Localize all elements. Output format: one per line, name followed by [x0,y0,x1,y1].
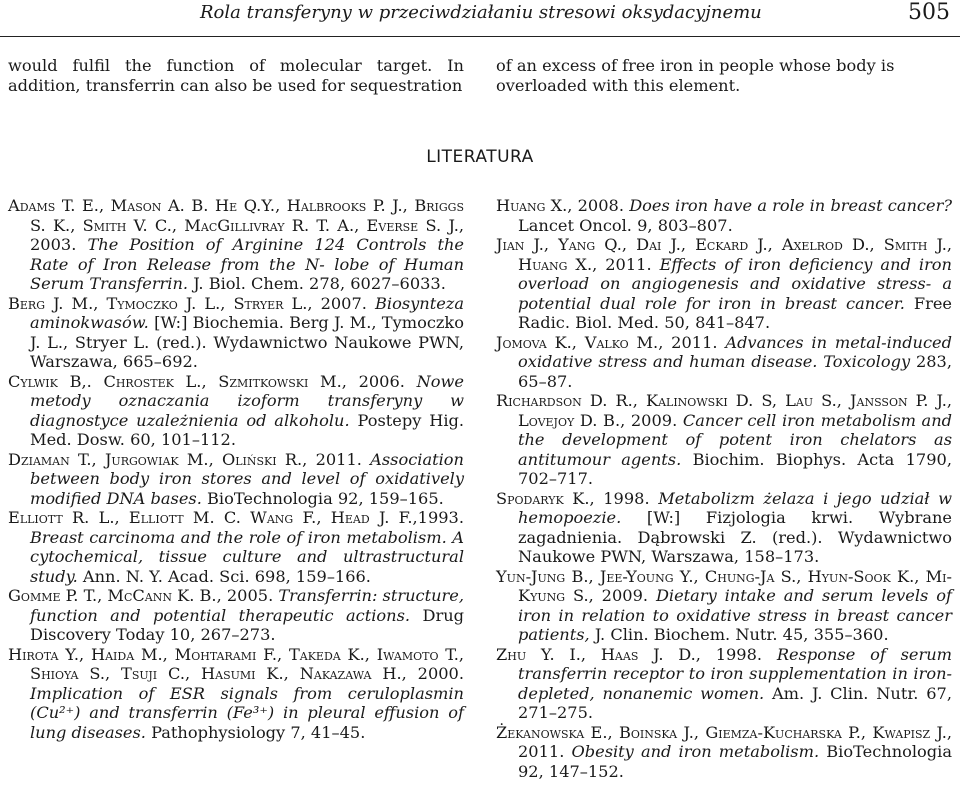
reference-title: Effects of iron deficiency and iron overload on angiogenesis and oxidative stress- a potential dual role for iron in breast cancer. [518,254,952,313]
reference-entry [8,372,464,450]
reference-authors: Berg J. M., Tymoczko J. L., Stryer L., 2007. [8,293,367,313]
reference-authors: Huang X., 2008. [496,196,624,215]
reference-entry [496,196,952,235]
reference-title: Association between body iron stores and level of oxidatively modified DNA bases. [30,449,464,508]
intro-paragraph-left: would fulfil the function of molecular target. In addition, transferrin can also be used for sequestration [8,56,464,95]
reference-source: BioTechnologia 92, 159–165. [207,488,444,508]
reference-source: J. Biol. Chem. 278, 6027–6033. [193,274,446,293]
reference-authors: Gomme P. T., McCann K. B., 2005. [8,586,274,605]
reference-title: Advances in metal-induced oxidative stress and human disease. Toxicology [518,332,952,371]
reference-title: Breast carcinoma and the role of iron metabolism. A cytochemical, tissue culture and ultrastructural study. [30,527,464,586]
reference-title: Metabolizm żelaza i jego udział w hemopoezie. [518,488,952,527]
reference-entry [8,586,464,645]
reference-entry [8,450,464,509]
reference-authors: Elliott R. L., Elliott M. C. Wang F., Head J. F.,1993. [8,508,464,527]
reference-source: [W:] Fizjologia krwi. Wybrane zagadnienia. Dąbrowski Z. (red.). Wydawnictwo Naukowe PWN, Warszawa, 158–173. [518,508,952,566]
reference-source: Free Radic. Biol. Med. 50, 841–847. [518,293,952,332]
reference-title: Obesity and iron metabolism. [571,742,820,761]
reference-authors: Jomova K., Valko M., 2011. [496,332,718,352]
reference-authors: Zhu Y. I., Haas J. D., 1998. [496,644,763,664]
reference-authors: Hirota Y., Haida M., Mohtarami F., Takeda K., Iwamoto T., Shioya S., Tsuji C., Hasumi K., Nakazawa H., 2000. [8,644,464,683]
reference-entry [8,196,464,294]
reference-title: Biosynteza aminokwasów. [30,293,464,332]
reference-entry [496,567,952,645]
reference-source: J. Clin. Biochem. Nutr. 45, 355–360. [594,625,889,644]
reference-entry [496,723,952,782]
reference-source: Biochim. Biophys. Acta 1790, 702–717. [518,449,952,488]
reference-authors: Cylwik B,. Chrostek L., Szmitkowski M., 2006. [8,371,405,391]
reference-title: Does iron have a role in breast cancer? [629,196,952,215]
reference-entry [496,333,952,392]
reference-title: Cancer cell iron metabolism and the development of potent iron chelators as antitumour agents. [518,410,952,469]
reference-entry [496,235,952,333]
reference-entry [496,489,952,567]
intro-paragraph-right: of an excess of free iron in people whose body is overloaded with this element. [496,56,895,95]
running-title: Rola transferyny w przeciwdziałaniu stresowi oksydacyjnemu [200,2,762,23]
reference-authors: Żekanowska E., Boinska J., Giemza-Kucharska P., Kwapisz J., 2011. [496,722,952,761]
reference-title: Transferrin: structure, function and potential therapeutic actions. [30,586,464,625]
reference-authors: Jian J., Yang Q., Dai J., Eckard J., Axelrod D., Smith J., Huang X., 2011. [496,235,952,274]
reference-source: Drug Discovery Today 10, 267–273. [30,605,464,644]
references-right-column [496,196,952,781]
reference-source: Lancet Oncol. 9, 803–807. [518,215,733,235]
reference-title: The Position of Arginine 124 Controls the Rate of Iron Release from the N- lobe of Human Serum Transferrin. [30,235,464,293]
reference-source: Ann. N. Y. Acad. Sci. 698, 159–166. [82,566,371,586]
running-header [0,0,960,37]
literature-heading: LITERATURA [426,147,534,167]
reference-title: Nowe metody oznaczania izoform transferyny w diagnostyce uzależnienia od alkoholu. [30,371,464,430]
reference-entry [8,294,464,372]
references-left-column [8,196,464,742]
reference-authors: Richardson D. R., Kalinowski D. S, Lau S., Jansson P. J., Lovejoy D. B., 2009. [496,391,952,430]
reference-authors: Dziaman T., Jurgowiak M., Oliński R., 2011. [8,449,362,469]
reference-entry [496,645,952,723]
reference-authors: Spodaryk K., 1998. [496,488,650,508]
reference-source: Am. J. Clin. Nutr. 67, 271–275. [518,683,952,722]
reference-entry [8,645,464,743]
reference-title: Response of serum transferrin receptor to iron supplementation in iron-depleted, nonanemic women. [518,644,952,703]
reference-title: Dietary intake and serum levels of iron in relation to oxidative stress in breast cancer patients, [518,586,952,644]
reference-title: Implication of ESR signals from ceruloplasmin (Cu²⁺) and transferrin (Fe³⁺) in pleural effusion of lung diseases. [30,683,464,742]
reference-source: [W:] Biochemia. Berg J. M., Tymoczko J. L., Stryer L. (red.). Wydawnictwo Naukowe PWN, Warszawa, 665–692. [30,313,464,371]
reference-source: BioTechnologia 92, 147–152. [518,742,952,781]
reference-authors: Yun-Jung B., Jee-Young Y., Chung-Ja S., Hyun-Sook K., Mi-Kyung S., 2009. [496,566,952,605]
reference-entry [496,391,952,489]
reference-source: Pathophysiology 7, 41–45. [151,722,366,742]
reference-source: 283, 65–87. [518,352,952,391]
reference-source: Postepy Hig. Med. Dosw. 60, 101–112. [30,410,464,449]
page-number: 505 [908,0,950,25]
reference-authors: Adams T. E., Mason A. B. He Q.Y., Halbrooks P. J., Briggs S. K., Smith V. C., MacGillivray R. T. A., Everse S. J., 2003. [8,196,464,254]
reference-entry [8,508,464,586]
